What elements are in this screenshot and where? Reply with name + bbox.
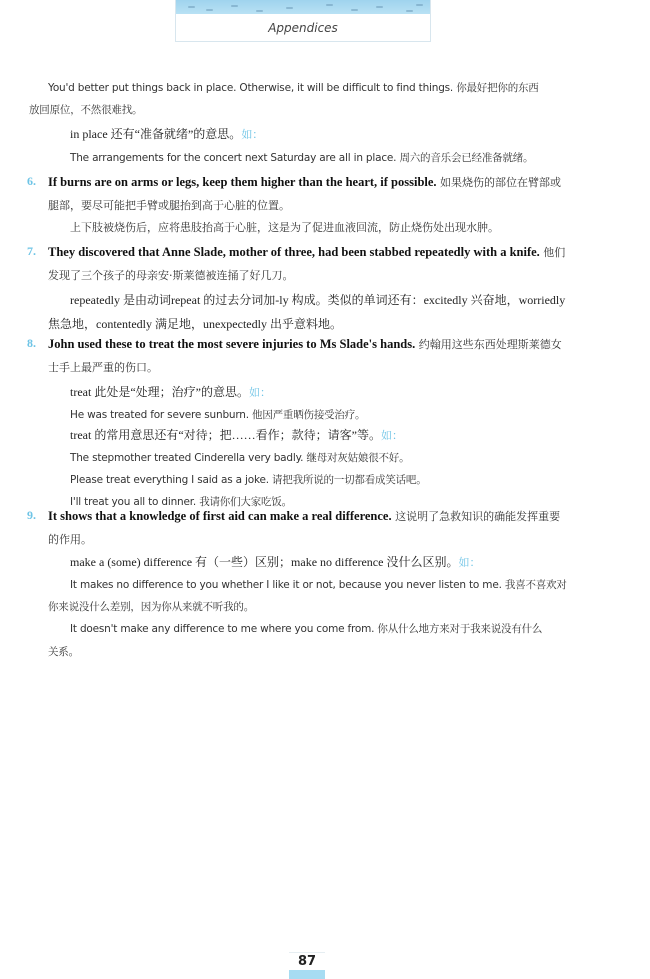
example-sentence: It makes no difference to you whether I like it or not, because you never listen to me. 我喜不喜欢对 [70,579,567,591]
example-sentence: It doesn't make any difference to me where you come from. 你从什么地方来对于我来说没有什么 [70,623,543,635]
key-sentence: John used these to treat the most severe injuries to Ms Slade's hands. 约翰用这些东西处理斯莱德女 [48,337,562,351]
key-sentence-translation: 的作用。 [48,533,92,546]
header-decorative-band [176,0,430,14]
explanation-note: repeatedly 是由动词repeat 的过去分词加-ly 构成。类似的单词还有：excitedly 兴奋地，worriedly [70,293,566,307]
explanation-note: 焦急地，contentedly 满足地，unexpectedly 出乎意料地。 [48,317,342,331]
example-sentence: He was treated for severe sunburn. 他因严重晒伤接受治疗。 [70,409,366,421]
example-sentence: The arrangements for the concert next Saturday are all in place. 周六的音乐会已经准备就绪。 [70,152,534,164]
usage-note: treat 此处是“处理；治疗”的意思。如： [70,385,271,399]
page-number: 87 [289,952,325,970]
key-sentence-translation: 士手上最严重的伤口。 [48,361,158,374]
key-sentence: They discovered that Anne Slade, mother of three, had been stabbed repeatedly with a knife. 他们 [48,245,566,259]
example-sentence: The stepmother treated Cinderella very badly. 继母对灰姑娘很不好。 [70,452,410,464]
running-header [175,0,431,42]
item-number: 8. [27,336,36,350]
page-number-band [289,970,325,979]
usage-note: make a (some) difference 有（一些）区别；make no difference 没什么区别。如： [70,555,481,569]
example-sentence: I'll treat you all to dinner. 我请你们大家吃饭。 [70,496,292,508]
usage-note: treat 的常用意思还有“对待；把……看作；款待；请客”等。如： [70,428,403,442]
section-title: Appendices [268,21,338,35]
item-number: 9. [27,508,36,522]
page-number-badge [289,952,325,979]
example-sentence: Please treat everything I said as a joke. 请把我所说的一切都看成笑话吧。 [70,474,427,486]
item-number: 6. [27,174,36,188]
example-marker: 如： [458,557,481,569]
example-marker: 如： [241,129,264,141]
example-marker: 如： [248,387,271,399]
example-sentence: You'd better put things back in place. Otherwise, it will be difficult to find things. 你最好把你的东西 [48,82,539,94]
usage-note: in place 还有“准备就绪”的意思。如： [70,127,264,141]
key-sentence-translation: 腿部，要尽可能把手臂或腿抬到高于心脏的位置。 [48,199,290,212]
key-sentence: If burns are on arms or legs, keep them higher than the heart, if possible. 如果烧伤的部位在臂部或 [48,175,562,189]
key-sentence: It shows that a knowledge of first aid can make a real difference. 这说明了急救知识的确能发挥重要 [48,509,561,523]
explanation-note: 上下肢被烧伤后，应将患肢抬高于心脏，这是为了促进血液回流，防止烧伤处出现水肿。 [70,221,499,234]
example-translation: 放回原位，不然很难找。 [29,104,143,116]
example-translation: 关系。 [48,646,79,658]
example-marker: 如： [380,430,403,442]
example-translation: 你来说没什么差别，因为你从来就不听我的。 [48,601,254,613]
item-number: 7. [27,244,36,258]
key-sentence-translation: 发现了三个孩子的母亲安·斯莱德被连捅了好几刀。 [48,269,294,282]
